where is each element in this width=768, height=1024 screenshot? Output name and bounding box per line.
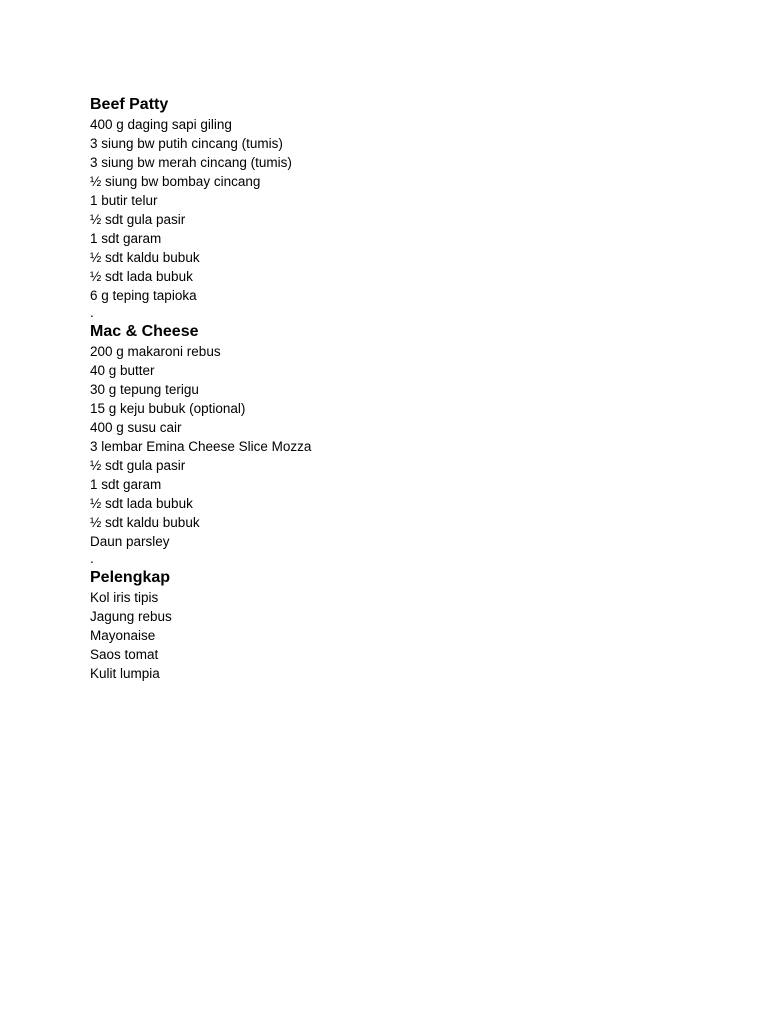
list-item: Kol iris tipis (90, 590, 159, 605)
list-item: Kulit lumpia (90, 666, 160, 681)
separator-dot: . (90, 551, 94, 566)
list-item: 1 sdt garam (90, 477, 162, 492)
list-item: 400 g daging sapi giling (90, 117, 232, 132)
list-item: Saos tomat (90, 647, 159, 662)
section-title: Beef Patty (90, 96, 169, 113)
section-mac-and-cheese (90, 321, 690, 567)
section-title: Pelengkap (90, 569, 171, 586)
list-item: ½ sdt lada bubuk (90, 496, 193, 511)
list-item: 1 butir telur (90, 193, 158, 208)
list-item: ½ sdt gula pasir (90, 458, 186, 473)
list-item: 3 siung bw putih cincang (tumis) (90, 136, 283, 151)
list-item: 40 g butter (90, 363, 155, 378)
list-item: ½ siung bw bombay cincang (90, 174, 261, 189)
recipe-document (90, 94, 690, 683)
list-item: 3 lembar Emina Cheese Slice Mozza (90, 439, 312, 454)
list-item: 1 sdt garam (90, 231, 162, 246)
list-item: Jagung rebus (90, 609, 172, 624)
list-item: 3 siung bw merah cincang (tumis) (90, 155, 292, 170)
list-item: Mayonaise (90, 628, 156, 643)
list-item: 200 g makaroni rebus (90, 344, 221, 359)
list-item: ½ sdt lada bubuk (90, 269, 193, 284)
separator-dot: . (90, 305, 94, 320)
list-item: 400 g susu cair (90, 420, 182, 435)
list-item: ½ sdt gula pasir (90, 212, 186, 227)
list-item: 15 g keju bubuk (optional) (90, 401, 246, 416)
list-item: 6 g teping tapioka (90, 288, 197, 303)
list-item: ½ sdt kaldu bubuk (90, 515, 200, 530)
list-item: ½ sdt kaldu bubuk (90, 250, 200, 265)
list-item: Daun parsley (90, 534, 170, 549)
section-title: Mac & Cheese (90, 323, 199, 340)
section-pelengkap (90, 567, 690, 683)
section-beef-patty (90, 94, 690, 321)
list-item: 30 g tepung terigu (90, 382, 199, 397)
